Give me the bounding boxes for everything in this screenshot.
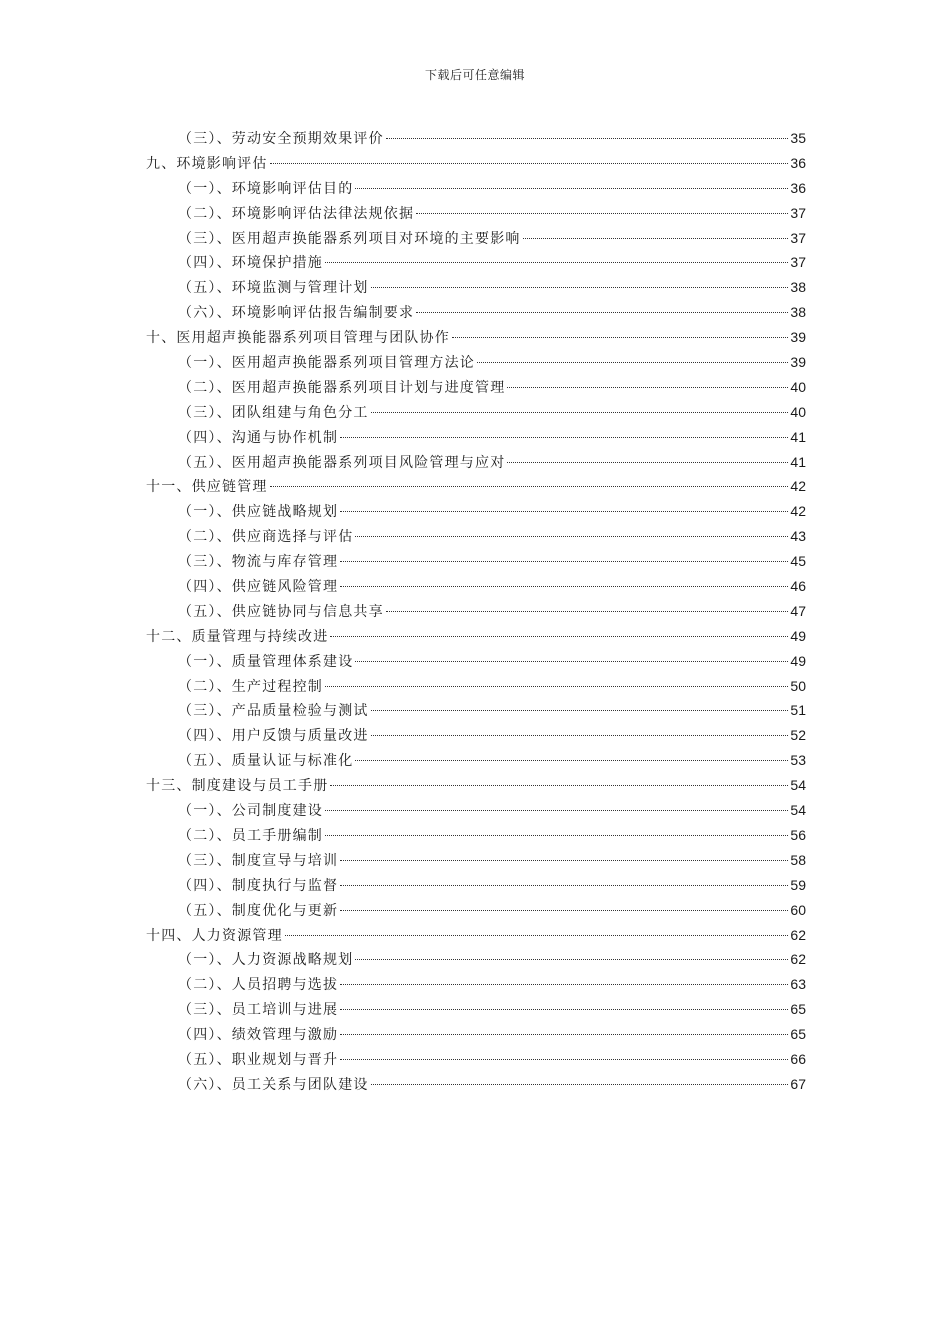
toc-entry-page-number: 62 bbox=[790, 926, 806, 943]
toc-dot-leader bbox=[523, 238, 789, 239]
toc-entry-page-number: 65 bbox=[790, 1001, 806, 1018]
toc-entry-label: （一）、供应链战略规划 bbox=[178, 504, 339, 521]
toc-entry-label: （四）、制度执行与监督 bbox=[178, 877, 339, 894]
toc-section-entry[interactable] bbox=[146, 898, 806, 923]
toc-dot-leader bbox=[330, 785, 788, 786]
toc-section-entry[interactable] bbox=[146, 1047, 806, 1072]
toc-entry-label: （四）、用户反馈与质量改进 bbox=[178, 728, 369, 745]
toc-entry-page-number: 43 bbox=[790, 528, 806, 545]
toc-entry-label: （三）、制度宣导与培训 bbox=[178, 852, 339, 869]
toc-dot-leader bbox=[355, 760, 788, 761]
toc-entry-page-number: 35 bbox=[790, 130, 806, 146]
toc-entry-page-number: 37 bbox=[790, 229, 806, 246]
toc-dot-leader bbox=[340, 860, 788, 861]
toc-entry-page-number: 36 bbox=[790, 154, 806, 171]
toc-dot-leader bbox=[386, 611, 789, 612]
toc-dot-leader bbox=[325, 262, 788, 263]
toc-entry-page-number: 42 bbox=[790, 503, 806, 520]
toc-section-entry[interactable] bbox=[146, 798, 806, 823]
toc-section-entry[interactable] bbox=[146, 425, 806, 450]
toc-dot-leader bbox=[452, 337, 788, 338]
toc-entry-page-number: 37 bbox=[790, 254, 806, 271]
toc-entry-label: （二）、员工手册编制 bbox=[178, 827, 323, 844]
toc-entry-label: 十、医用超声换能器系列项目管理与团队协作 bbox=[146, 330, 450, 347]
toc-section-entry[interactable] bbox=[146, 698, 806, 723]
toc-entry-label: （五）、质量认证与标准化 bbox=[178, 753, 354, 770]
toc-entry-label: （二）、环境影响评估法律法规依据 bbox=[178, 205, 415, 222]
toc-section-entry[interactable] bbox=[146, 848, 806, 873]
page-header: 下载后可任意编辑 bbox=[424, 68, 525, 82]
toc-entry-label: （二）、生产过程控制 bbox=[178, 678, 323, 695]
toc-section-entry[interactable] bbox=[146, 176, 806, 201]
toc-section-entry[interactable] bbox=[146, 947, 806, 972]
toc-entry-label: （三）、员工培训与进展 bbox=[178, 1002, 339, 1019]
toc-entry-page-number: 40 bbox=[790, 378, 806, 395]
toc-dot-leader bbox=[416, 213, 788, 214]
toc-entry-label: （三）、团队组建与角色分工 bbox=[178, 404, 369, 421]
toc-entry-page-number: 65 bbox=[790, 1026, 806, 1043]
toc-entry-label: （五）、制度优化与更新 bbox=[178, 902, 339, 919]
toc-entry-label: （四）、沟通与协作机制 bbox=[178, 429, 339, 446]
toc-chapter-entry[interactable] bbox=[146, 624, 806, 649]
toc-entry-page-number: 47 bbox=[790, 602, 806, 619]
toc-section-entry[interactable] bbox=[146, 674, 806, 699]
toc-entry-label: （二）、人员招聘与选拔 bbox=[178, 977, 339, 994]
toc-dot-leader bbox=[325, 686, 788, 687]
toc-entry-label: （三）、物流与库存管理 bbox=[178, 554, 339, 571]
toc-entry-label: 十三、制度建设与员工手册 bbox=[146, 778, 329, 795]
toc-dot-leader bbox=[371, 710, 789, 711]
toc-entry-label: （一）、医用超声换能器系列项目管理方法论 bbox=[178, 355, 475, 372]
toc-dot-leader bbox=[270, 163, 789, 164]
toc-dot-leader bbox=[270, 486, 789, 487]
toc-entry-page-number: 36 bbox=[790, 179, 806, 196]
toc-dot-leader bbox=[340, 586, 788, 587]
toc-chapter-entry[interactable] bbox=[146, 773, 806, 798]
toc-section-entry[interactable] bbox=[146, 524, 806, 549]
toc-dot-leader bbox=[371, 1084, 789, 1085]
toc-entry-page-number: 62 bbox=[790, 951, 806, 968]
toc-dot-leader bbox=[371, 287, 789, 288]
toc-entry-label: （一）、人力资源战略规划 bbox=[178, 952, 354, 969]
toc-chapter-entry[interactable] bbox=[146, 923, 806, 948]
toc-entry-label: （五）、供应链协同与信息共享 bbox=[178, 603, 384, 620]
toc-section-entry[interactable] bbox=[146, 350, 806, 375]
toc-entry-label: （六）、环境影响评估报告编制要求 bbox=[178, 305, 415, 322]
toc-dot-leader bbox=[340, 511, 788, 512]
toc-section-entry[interactable] bbox=[146, 997, 806, 1022]
toc-entry-label: （三）、产品质量检验与测试 bbox=[178, 703, 369, 720]
toc-entry-label: 十四、人力资源管理 bbox=[146, 927, 283, 944]
toc-section-entry[interactable] bbox=[146, 499, 806, 524]
toc-entry-page-number: 63 bbox=[790, 976, 806, 993]
toc-section-entry[interactable] bbox=[146, 748, 806, 773]
toc-entry-page-number: 53 bbox=[790, 752, 806, 769]
toc-entry-page-number: 41 bbox=[790, 453, 806, 470]
toc-dot-leader bbox=[340, 1059, 788, 1060]
toc-section-entry[interactable] bbox=[146, 201, 806, 226]
toc-entry-page-number: 56 bbox=[790, 826, 806, 843]
toc-dot-leader bbox=[507, 462, 788, 463]
toc-entry-label: （四）、环境保护措施 bbox=[178, 255, 323, 272]
toc-section-entry[interactable] bbox=[146, 300, 806, 325]
toc-dot-leader bbox=[371, 735, 789, 736]
toc-entry-label: （二）、医用超声换能器系列项目计划与进度管理 bbox=[178, 379, 506, 396]
toc-entry-page-number: 40 bbox=[790, 403, 806, 420]
toc-entry-label: 九、环境影响评估 bbox=[146, 155, 268, 172]
toc-dot-leader bbox=[355, 661, 788, 662]
toc-entry-page-number: 58 bbox=[790, 851, 806, 868]
toc-section-entry[interactable] bbox=[146, 549, 806, 574]
toc-entry-page-number: 39 bbox=[790, 354, 806, 371]
toc-entry-label: （六）、员工关系与团队建设 bbox=[178, 1076, 369, 1093]
toc-entry-page-number: 42 bbox=[790, 478, 806, 495]
toc-dot-leader bbox=[507, 387, 788, 388]
toc-entry-page-number: 39 bbox=[790, 329, 806, 346]
toc-dot-leader bbox=[340, 561, 788, 562]
toc-entry-page-number: 54 bbox=[790, 777, 806, 794]
toc-dot-leader bbox=[340, 984, 788, 985]
toc-dot-leader bbox=[355, 536, 788, 537]
toc-entry-page-number: 37 bbox=[790, 204, 806, 221]
toc-dot-leader bbox=[340, 885, 788, 886]
toc-entry-page-number: 41 bbox=[790, 428, 806, 445]
toc-dot-leader bbox=[477, 362, 788, 363]
toc-section-entry[interactable] bbox=[146, 250, 806, 275]
toc-section-entry[interactable] bbox=[146, 450, 806, 475]
toc-entry-page-number: 60 bbox=[790, 901, 806, 918]
toc-entry-label: （四）、绩效管理与激励 bbox=[178, 1027, 339, 1044]
toc-entry-page-number: 51 bbox=[790, 702, 806, 719]
toc-section-entry[interactable] bbox=[146, 400, 806, 425]
toc-entry-page-number: 50 bbox=[790, 677, 806, 694]
toc-entry-page-number: 59 bbox=[790, 876, 806, 893]
toc-dot-leader bbox=[325, 835, 788, 836]
toc-entry-page-number: 46 bbox=[790, 578, 806, 595]
toc-dot-leader bbox=[340, 910, 788, 911]
toc-section-entry[interactable] bbox=[146, 126, 806, 151]
toc-entry-page-number: 54 bbox=[790, 802, 806, 819]
toc-section-entry[interactable] bbox=[146, 723, 806, 748]
toc-chapter-entry[interactable] bbox=[146, 325, 806, 350]
toc-entry-label: （五）、职业规划与晋升 bbox=[178, 1051, 339, 1068]
toc-section-entry[interactable] bbox=[146, 972, 806, 997]
toc-dot-leader bbox=[325, 810, 788, 811]
toc-entry-page-number: 49 bbox=[790, 627, 806, 644]
toc-dot-leader bbox=[340, 1034, 788, 1035]
toc-dot-leader bbox=[416, 312, 788, 313]
toc-entry-label: （四）、供应链风险管理 bbox=[178, 579, 339, 596]
toc-section-entry[interactable] bbox=[146, 1072, 806, 1097]
toc-section-entry[interactable] bbox=[146, 574, 806, 599]
table-of-contents bbox=[146, 126, 806, 1097]
toc-entry-label: 十一、供应链管理 bbox=[146, 479, 268, 496]
toc-section-entry[interactable] bbox=[146, 275, 806, 300]
toc-entry-label: （一）、公司制度建设 bbox=[178, 803, 323, 820]
toc-entry-label: （三）、劳动安全预期效果评价 bbox=[178, 131, 384, 147]
toc-section-entry[interactable] bbox=[146, 1022, 806, 1047]
toc-entry-page-number: 52 bbox=[790, 727, 806, 744]
toc-entry-label: （二）、供应商选择与评估 bbox=[178, 529, 354, 546]
toc-dot-leader bbox=[386, 138, 789, 139]
toc-dot-leader bbox=[355, 188, 788, 189]
toc-entry-label: 十二、质量管理与持续改进 bbox=[146, 628, 329, 645]
toc-entry-page-number: 38 bbox=[790, 279, 806, 296]
toc-section-entry[interactable] bbox=[146, 226, 806, 251]
toc-section-entry[interactable] bbox=[146, 599, 806, 624]
toc-dot-leader bbox=[340, 1009, 788, 1010]
toc-dot-leader bbox=[330, 636, 788, 637]
toc-chapter-entry[interactable] bbox=[146, 151, 806, 176]
toc-entry-label: （一）、环境影响评估目的 bbox=[178, 180, 354, 197]
toc-entry-page-number: 67 bbox=[790, 1075, 806, 1092]
toc-section-entry[interactable] bbox=[146, 823, 806, 848]
toc-section-entry[interactable] bbox=[146, 649, 806, 674]
toc-chapter-entry[interactable] bbox=[146, 474, 806, 499]
toc-entry-label: （一）、质量管理体系建设 bbox=[178, 653, 354, 670]
toc-entry-page-number: 38 bbox=[790, 304, 806, 321]
toc-entry-label: （三）、医用超声换能器系列项目对环境的主要影响 bbox=[178, 230, 521, 247]
toc-dot-leader bbox=[285, 935, 789, 936]
toc-dot-leader bbox=[340, 437, 788, 438]
toc-entry-page-number: 45 bbox=[790, 553, 806, 570]
toc-entry-page-number: 66 bbox=[790, 1050, 806, 1067]
toc-entry-label: （五）、环境监测与管理计划 bbox=[178, 280, 369, 297]
toc-entry-label: （五）、医用超声换能器系列项目风险管理与应对 bbox=[178, 454, 506, 471]
toc-dot-leader bbox=[371, 412, 789, 413]
toc-section-entry[interactable] bbox=[146, 375, 806, 400]
toc-dot-leader bbox=[355, 959, 788, 960]
toc-section-entry[interactable] bbox=[146, 873, 806, 898]
toc-entry-page-number: 49 bbox=[790, 652, 806, 669]
